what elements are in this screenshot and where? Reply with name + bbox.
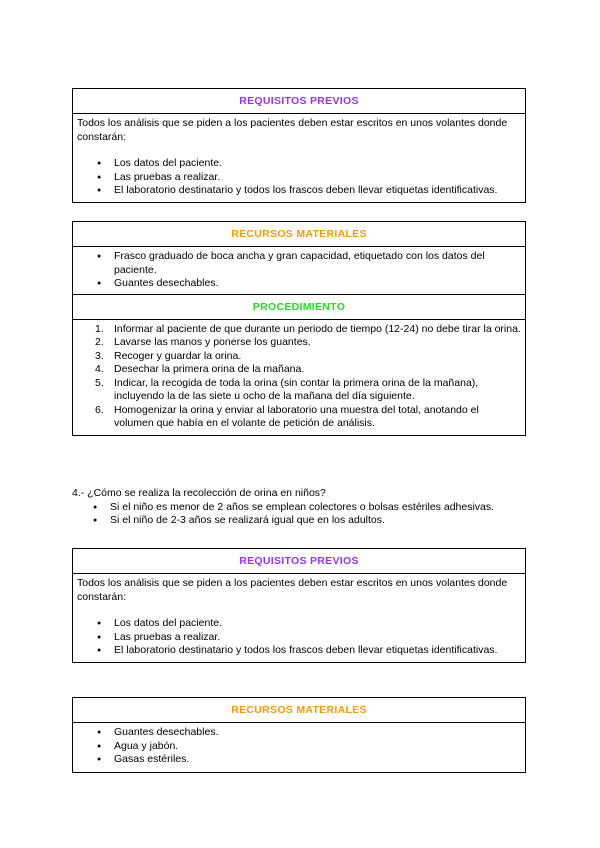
recursos-procedimiento-box (72, 221, 526, 436)
requisitos-previos-box-1 (72, 88, 526, 203)
question-4-section (72, 487, 532, 528)
section-header: RECURSOS MATERIALES (73, 698, 525, 723)
bullet-icon: ● (97, 280, 102, 287)
bullet-icon: ● (97, 620, 102, 627)
list-item: ● Las pruebas a realizar. (97, 630, 221, 643)
bullet-icon: ● (97, 160, 102, 167)
list-item: 6. Homogenizar la orina y enviar al laboratorio una muestra del total, anotando el volumen que había en el volante de petición de análisis. (95, 403, 479, 429)
section-header: RECURSOS MATERIALES (73, 222, 525, 247)
list-item: ● Agua y jabón. (97, 739, 179, 752)
bullet-icon: ● (97, 173, 102, 181)
list-item: ● Frasco graduado de boca ancha y gran capacidad, etiquetado con los datos del paciente. (97, 250, 485, 276)
list-item: 2. Lavarse las manos y ponerse los guantes. (95, 336, 311, 348)
bullet-list (77, 250, 521, 291)
section-header: REQUISITOS PREVIOS (73, 549, 525, 574)
list-item: ● El laboratorio destinatario y todos los frascos deben llevar etiquetas identificativas. (97, 644, 498, 656)
bullet-list (72, 501, 532, 528)
bullet-icon: ● (93, 517, 98, 524)
question-title: 4.- ¿Cómo se realiza la recolección de orina en niños? (72, 487, 326, 499)
list-item: ● Los datos del paciente. (97, 617, 222, 629)
bullet-icon: ● (97, 253, 102, 260)
section-header: REQUISITOS PREVIOS (73, 89, 525, 114)
list-item: ● Si el niño de 2-3 años se realizará igual que en los adultos. (93, 514, 385, 526)
intro-paragraph: Todos los análisis que se piden a los pacientes deben estar escritos en unos volantes donde constarán: (77, 117, 508, 143)
list-item: ● Los datos del paciente. (97, 157, 222, 169)
bullet-icon: ● (97, 647, 102, 654)
list-item: 3. Recoger y guardar la orina. (95, 349, 242, 362)
requisitos-previos-box-2 (72, 548, 526, 663)
list-item: ● Gasas estériles. (97, 753, 190, 765)
bullet-icon: ● (97, 187, 102, 194)
intro-paragraph: Todos los análisis que se piden a los pacientes deben estar escritos en unos volantes donde constarán: (77, 577, 508, 603)
recursos-materiales-box-2 (72, 697, 526, 773)
list-item: ● Guantes desechables. (97, 726, 219, 738)
bullet-icon: ● (97, 756, 102, 763)
list-item: ● Si el niño es menor de 2 años se emplean colectores o bolsas estériles adhesivas. (93, 500, 495, 513)
list-item: ● Guantes desechables. (97, 277, 219, 289)
bullet-icon: ● (97, 633, 102, 641)
bullet-icon: ● (97, 729, 102, 736)
numbered-list (77, 323, 521, 431)
bullet-icon: ● (97, 742, 102, 750)
bullet-list (77, 157, 521, 198)
list-item: ● Las pruebas a realizar. (97, 170, 221, 183)
bullet-icon: ● (93, 503, 98, 511)
list-item: 1. Informar al paciente de que durante un periodo de tiempo (12-24) no debe tirar la orina. (95, 322, 521, 335)
list-item: 5. Indicar, la recogida de toda la orina (sin contar la primera orina de la mañana), incluyendo la de las siete u ocho de la mañana del día siguiente. (95, 376, 479, 402)
list-item: 4. Desechar la primera orina de la mañana. (95, 363, 305, 375)
bullet-list (77, 726, 521, 767)
procedimiento-header: PROCEDIMIENTO (73, 294, 525, 320)
list-item: ● El laboratorio destinatario y todos los frascos deben llevar etiquetas identificativas. (97, 184, 498, 196)
bullet-list (77, 617, 521, 658)
